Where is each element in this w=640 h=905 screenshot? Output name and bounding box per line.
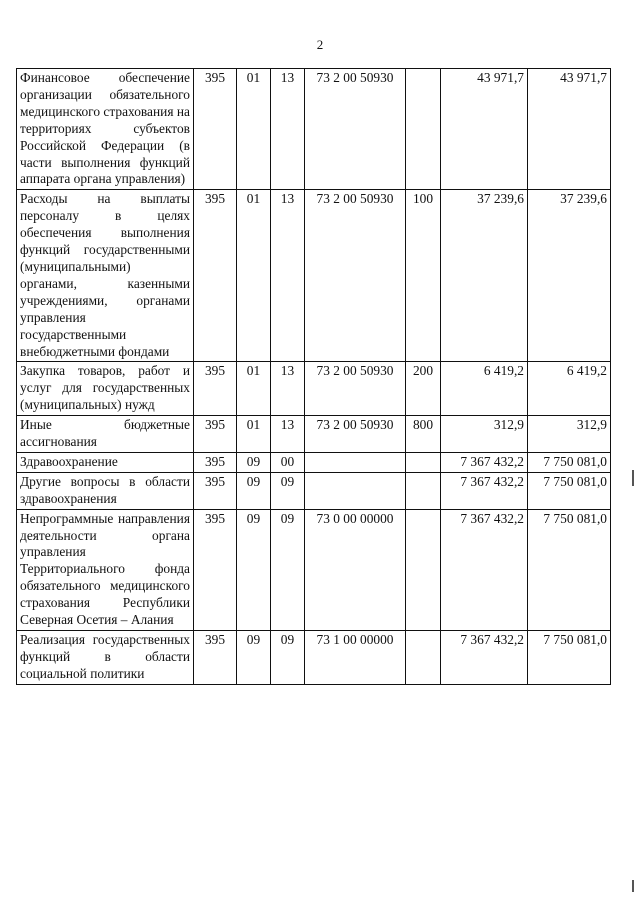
cell-name: Здравоохранение <box>17 452 194 472</box>
cell-amount-first-year: 7 367 432,2 <box>441 509 528 630</box>
cell-name: Непрограммные направления деятельности органа управления Территориального фонда обязательного медицинского страхования Республики Северная Осетия – Алания <box>17 509 194 630</box>
cell-subsection-code: 13 <box>271 416 305 453</box>
cell-amount-second-year: 43 971,7 <box>528 69 611 190</box>
cell-expense-type <box>406 452 441 472</box>
cell-target-article: 73 2 00 50930 <box>305 362 406 416</box>
cell-expense-type: 200 <box>406 362 441 416</box>
cell-ministry-code: 395 <box>194 509 237 630</box>
cell-ministry-code: 395 <box>194 472 237 509</box>
cell-amount-first-year: 7 367 432,2 <box>441 472 528 509</box>
cell-section-code: 09 <box>237 472 271 509</box>
cell-amount-first-year: 37 239,6 <box>441 190 528 362</box>
cell-expense-type: 800 <box>406 416 441 453</box>
page-number: 2 <box>316 37 324 52</box>
cell-target-article: 73 2 00 50930 <box>305 69 406 190</box>
cell-name: Финансовое обеспечение организации обязательного медицинского страхования на территориях субъектов Российской Федерации (в части выполнения функций аппарата органа управления) <box>17 69 194 190</box>
cell-target-article <box>305 472 406 509</box>
cell-section-code: 01 <box>237 190 271 362</box>
cell-amount-second-year: 7 750 081,0 <box>528 472 611 509</box>
cell-name: Расходы на выплаты персоналу в целях обеспечения выполнения функций государственными (муниципальными) органами, казенными учреждениями, органами управления государственными внебюджетными фондами <box>17 190 194 362</box>
table-row <box>17 631 611 685</box>
cell-amount-second-year: 6 419,2 <box>528 362 611 416</box>
cell-subsection-code: 13 <box>271 362 305 416</box>
cell-amount-second-year: 37 239,6 <box>528 190 611 362</box>
cell-ministry-code: 395 <box>194 69 237 190</box>
cell-amount-first-year: 7 367 432,2 <box>441 452 528 472</box>
cell-subsection-code: 13 <box>271 69 305 190</box>
cell-expense-type <box>406 631 441 685</box>
cell-section-code: 09 <box>237 631 271 685</box>
table-row <box>17 452 611 472</box>
cell-ministry-code: 395 <box>194 452 237 472</box>
cell-section-code: 09 <box>237 452 271 472</box>
cell-name: Иные бюджетные ассигнования <box>17 416 194 453</box>
cell-expense-type <box>406 472 441 509</box>
budget-table <box>16 68 611 685</box>
cell-section-code: 09 <box>237 509 271 630</box>
cell-ministry-code: 395 <box>194 190 237 362</box>
table-row <box>17 190 611 362</box>
cell-expense-type <box>406 509 441 630</box>
table-row <box>17 472 611 509</box>
cell-expense-type <box>406 69 441 190</box>
table-row <box>17 416 611 453</box>
cell-target-article: 73 2 00 50930 <box>305 416 406 453</box>
cell-amount-second-year: 7 750 081,0 <box>528 631 611 685</box>
cell-subsection-code: 13 <box>271 190 305 362</box>
cell-subsection-code: 09 <box>271 509 305 630</box>
cell-amount-first-year: 312,9 <box>441 416 528 453</box>
table-row <box>17 69 611 190</box>
cell-ministry-code: 395 <box>194 631 237 685</box>
table-row <box>17 362 611 416</box>
cell-ministry-code: 395 <box>194 362 237 416</box>
cell-name: Другие вопросы в области здравоохранения <box>17 472 194 509</box>
scan-artifact-mark <box>632 880 634 892</box>
cell-name: Закупка товаров, работ и услуг для государственных (муниципальных) нужд <box>17 362 194 416</box>
cell-amount-second-year: 7 750 081,0 <box>528 452 611 472</box>
cell-subsection-code: 09 <box>271 631 305 685</box>
cell-amount-second-year: 312,9 <box>528 416 611 453</box>
cell-amount-first-year: 43 971,7 <box>441 69 528 190</box>
cell-section-code: 01 <box>237 416 271 453</box>
cell-target-article: 73 1 00 00000 <box>305 631 406 685</box>
budget-table-body <box>17 69 611 685</box>
cell-ministry-code: 395 <box>194 416 237 453</box>
cell-target-article <box>305 452 406 472</box>
cell-amount-first-year: 6 419,2 <box>441 362 528 416</box>
cell-section-code: 01 <box>237 69 271 190</box>
cell-name: Реализация государственных функций в области социальной политики <box>17 631 194 685</box>
cell-amount-first-year: 7 367 432,2 <box>441 631 528 685</box>
scan-artifact-mark <box>632 470 634 486</box>
cell-target-article: 73 2 00 50930 <box>305 190 406 362</box>
cell-subsection-code: 09 <box>271 472 305 509</box>
cell-amount-second-year: 7 750 081,0 <box>528 509 611 630</box>
cell-expense-type: 100 <box>406 190 441 362</box>
table-row <box>17 509 611 630</box>
cell-section-code: 01 <box>237 362 271 416</box>
cell-subsection-code: 00 <box>271 452 305 472</box>
cell-target-article: 73 0 00 00000 <box>305 509 406 630</box>
